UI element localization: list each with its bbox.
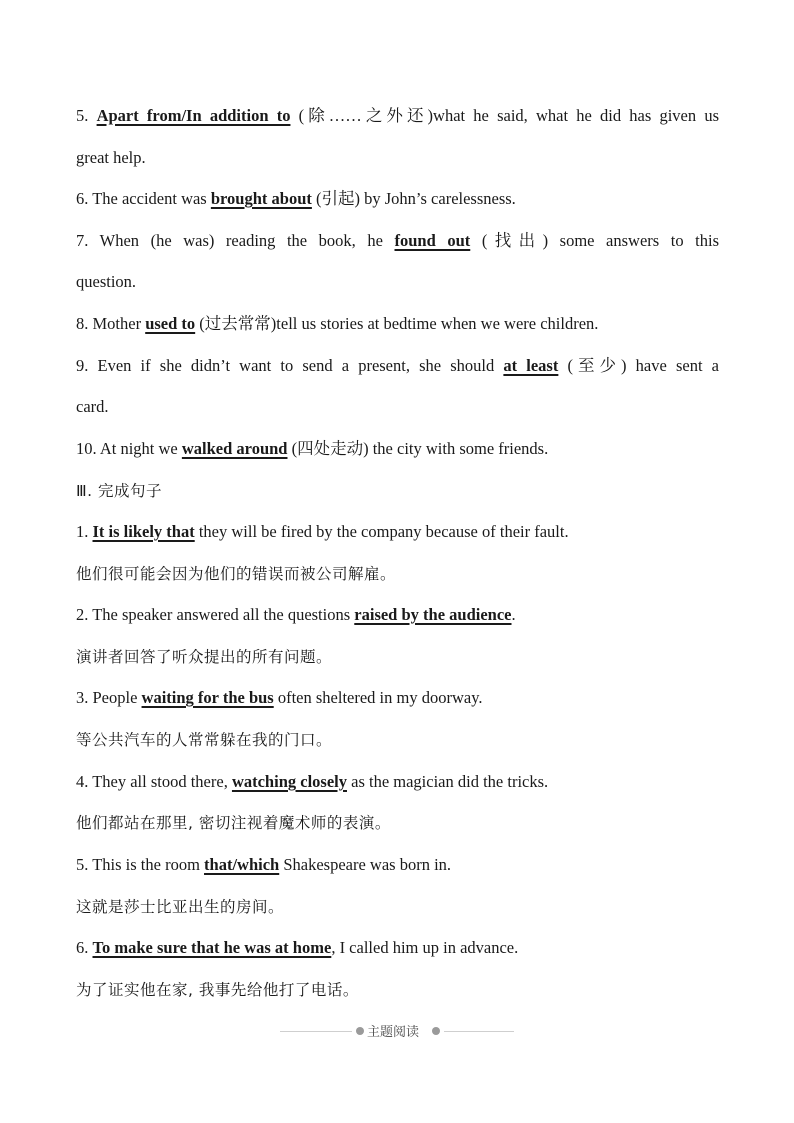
sentence-item-4	[76, 770, 719, 794]
item-text: (至少) have sent a	[558, 356, 719, 375]
sentence-translation-4: 他们都站在那里, 密切注视着魔术师的表演。	[76, 814, 391, 832]
item-text: Shakespeare was born in.	[279, 855, 452, 874]
answer-text: Apart from/In addition to	[96, 106, 291, 125]
vocab-item-7	[76, 229, 719, 253]
item-text: 3. People	[76, 688, 142, 707]
answer-text: raised by the audience	[354, 605, 512, 624]
item-text: 7. When (he was) reading the book, he	[76, 231, 395, 250]
item-text: 6.	[76, 938, 93, 957]
answer-text: walked around	[181, 439, 288, 458]
vocab-item-10	[76, 437, 719, 461]
item-text: 8. Mother	[76, 314, 146, 333]
item-text: 10. At night we	[76, 439, 182, 458]
divider-dot-right	[432, 1027, 440, 1035]
item-text: (除……之外还)what he said, what he did has given us	[290, 106, 719, 125]
sentence-translation-2: 演讲者回答了听众提出的所有问题。	[76, 648, 333, 666]
answer-text: brought about	[210, 189, 312, 208]
answer-text: watching closely	[231, 772, 347, 791]
answer-text: To make sure that he was at home	[92, 938, 332, 957]
item-text: (过去常常)tell us stories at bedtime when we were children.	[195, 314, 599, 333]
sentence-translation-5: 这就是莎士比亚出生的房间。	[76, 898, 285, 916]
item-text: , I called him up in advance.	[331, 938, 519, 957]
vocab-item-7-continued: question.	[76, 272, 137, 291]
vocab-item-9	[76, 354, 719, 378]
answer-text: used to	[145, 314, 196, 333]
vocab-item-6	[76, 187, 719, 211]
divider-rule-left	[280, 1031, 352, 1032]
item-text: they will be fired by the company because of their fault.	[194, 522, 569, 541]
sentence-translation-1: 他们很可能会因为他们的错误而被公司解雇。	[76, 565, 397, 583]
sentence-translation-6: 为了证实他在家, 我事先给他打了电话。	[76, 981, 359, 999]
answer-text: found out	[394, 231, 471, 250]
answer-text: It is likely that	[92, 522, 195, 541]
item-text: as the magician did the tricks.	[347, 772, 549, 791]
answer-text: that/which	[204, 855, 280, 874]
sentence-item-5	[76, 853, 719, 877]
sentence-translation-3: 等公共汽车的人常常躲在我的门口。	[76, 731, 333, 749]
item-text: (引起) by John’s carelessness.	[311, 189, 516, 208]
sentence-item-1	[76, 520, 719, 544]
vocab-item-5-continued: great help.	[76, 148, 146, 167]
sentence-item-2	[76, 603, 719, 627]
answer-text: waiting for the bus	[141, 688, 274, 707]
item-text: 2. The speaker answered all the questions	[76, 605, 355, 624]
divider-rule-right	[444, 1031, 514, 1032]
section-heading: Ⅲ. 完成句子	[76, 482, 163, 500]
sentence-item-3	[76, 686, 719, 710]
item-text: 4. They all stood there,	[76, 772, 232, 791]
section-label: 主题阅读	[367, 1025, 420, 1040]
item-text: 6. The accident was	[76, 189, 211, 208]
sentence-item-6	[76, 936, 719, 960]
answer-text: at least	[503, 356, 559, 375]
vocab-item-8	[76, 312, 719, 336]
section-divider	[280, 1020, 514, 1042]
vocab-item-9-continued: card.	[76, 397, 109, 416]
item-text: (找出) some answers to this	[470, 231, 719, 250]
divider-dot-left	[356, 1027, 364, 1035]
item-number: 5.	[76, 106, 97, 125]
item-text: 1.	[76, 522, 93, 541]
item-text: .	[511, 605, 516, 624]
item-text: often sheltered in my doorway.	[273, 688, 483, 707]
item-text: (四处走动) the city with some friends.	[287, 439, 549, 458]
item-text: 9. Even if she didn’t want to send a present, she should	[76, 356, 504, 375]
vocab-item-5	[76, 104, 719, 128]
item-text: 5. This is the room	[76, 855, 205, 874]
